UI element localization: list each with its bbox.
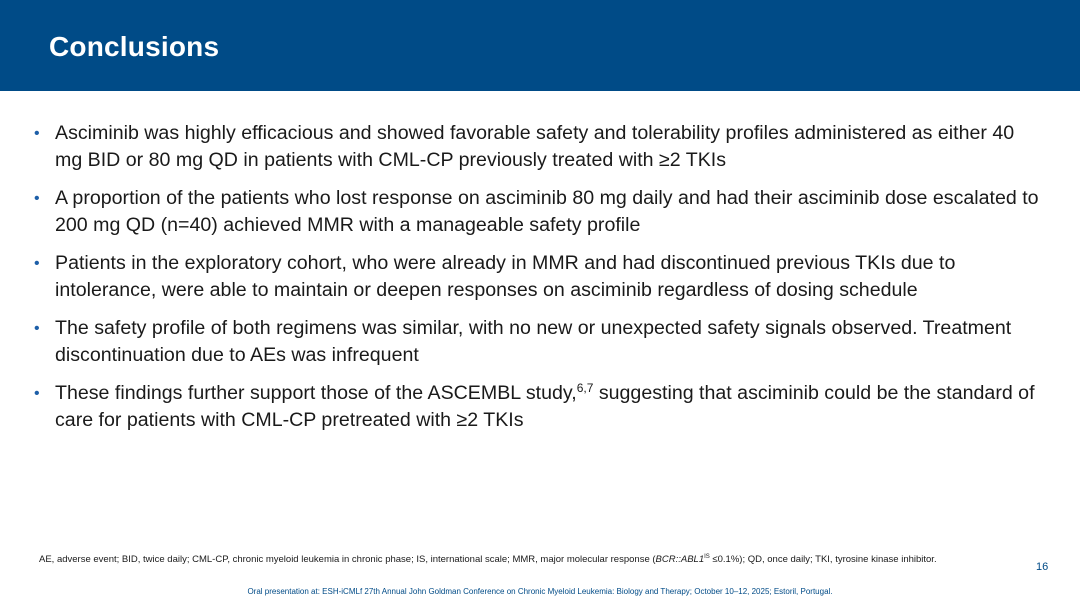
- slide-title: Conclusions: [49, 31, 220, 62]
- bullet-item: [34, 120, 1044, 174]
- bullet-item: [34, 315, 1044, 369]
- bullet-text: Patients in the exploratory cohort, who were already in MMR and had discontinued previous TKIs due to intolerance, were able to maintain or deepen responses on asciminib regardless of dosing schedule: [55, 252, 956, 301]
- bullet-text: A proportion of the patients who lost response on asciminib 80 mg daily and had their asciminib dose escalated to 200 mg QD (n=40) achieved MMR with a manageable safety profile: [55, 187, 1039, 236]
- page-number: 16: [1036, 561, 1049, 573]
- gene-name: BCR::ABL1: [655, 554, 705, 565]
- abbreviations-footnote: [39, 554, 969, 565]
- title-bar: [0, 0, 1080, 91]
- footnote-text: AE, adverse event; BID, twice daily; CML-CP, chronic myeloid leukemia in chronic phase; IS, international scale; MMR, major molecular response (: [39, 554, 656, 565]
- bullet-icon: •: [34, 385, 40, 402]
- footnote-text-end: ≤0.1%); QD, once daily; TKI, tyrosine kinase inhibitor.: [709, 554, 937, 565]
- bullet-icon: •: [34, 190, 40, 207]
- bullet-icon: •: [34, 320, 40, 337]
- bullet-text: Asciminib was highly efficacious and showed favorable safety and tolerability profiles administered as either 40 mg BID or 80 mg QD in patients with CML-CP previously treated with ≥2 TKIs: [55, 122, 1015, 171]
- bullet-icon: •: [34, 255, 40, 272]
- gene-superscript: IS: [704, 554, 710, 560]
- bullet-text-after: suggesting that asciminib could be the standard of care for patients with CML-CP pretreated with ≥2 TKIs: [55, 382, 1035, 431]
- bullet-item: [34, 250, 1044, 304]
- bullet-item: [34, 185, 1044, 239]
- conclusions-list: [34, 120, 1044, 445]
- bullet-text: The safety profile of both regimens was similar, with no new or unexpected safety signals observed. Treatment discontinuation due to AEs was infrequent: [55, 317, 1012, 366]
- bullet-text-before: These findings further support those of the ASCEMBL study,: [55, 382, 577, 404]
- bullet-item: [34, 380, 1044, 434]
- bullet-icon: •: [34, 125, 40, 142]
- citation-superscript: 6,7: [576, 381, 594, 395]
- presentation-footer: Oral presentation at: ESH-iCMLf 27th Annual John Goldman Conference on Chronic Myeloid Leukemia: Biology and Therapy; October 10–12, 2025; Estoril, Portugal.: [247, 587, 833, 596]
